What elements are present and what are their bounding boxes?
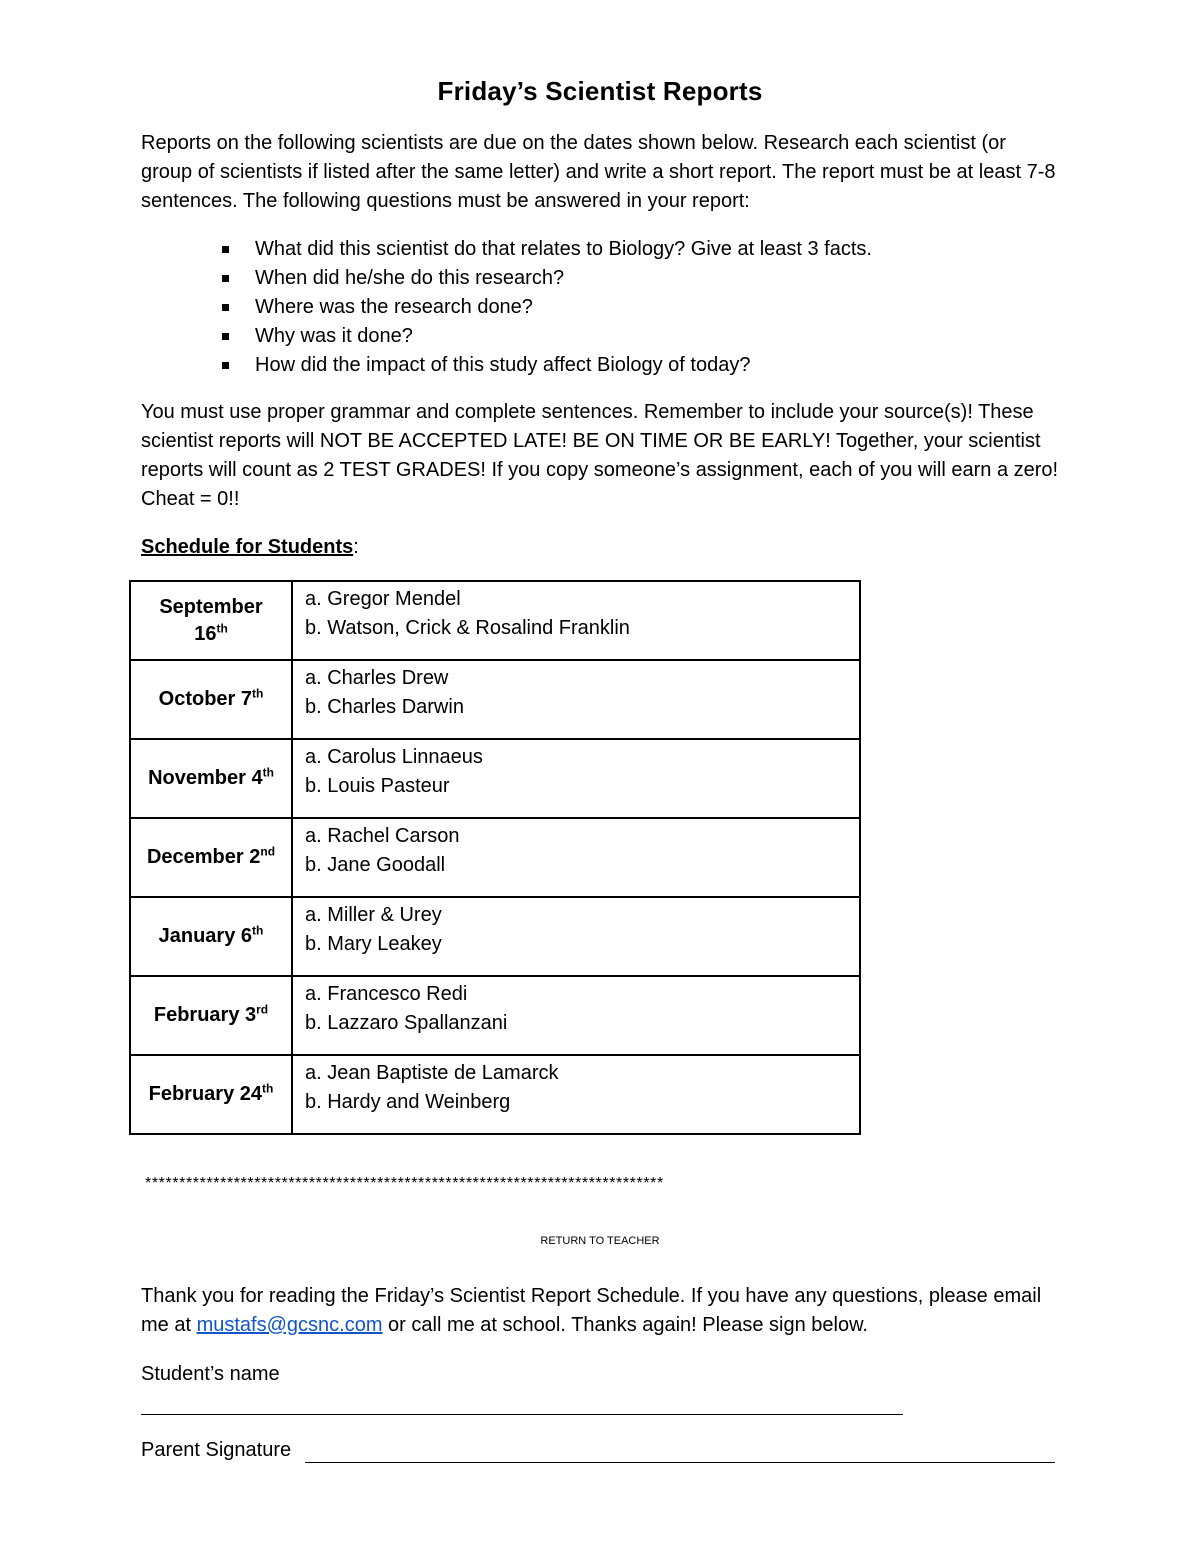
due-date: November 4th: [130, 739, 292, 818]
intro-paragraph: Reports on the following scientists are due on the dates shown below. Research each scientist (or group of scientists if listed after the same letter) and write a short report. The report must be at least 7-8 sentences. The following questions must be answered in your report:: [141, 132, 1056, 212]
return-label: RETURN TO TEACHER: [540, 1235, 660, 1247]
schedule-table: [129, 580, 861, 1135]
due-date: February 3rd: [130, 976, 292, 1055]
table-row: [130, 739, 860, 818]
table-row: [130, 897, 860, 976]
parent-signature-label: Parent Signature: [141, 1439, 292, 1461]
parent-signature-line[interactable]: [305, 1461, 1055, 1463]
due-date: October 7th: [130, 660, 292, 739]
schedule-heading: Schedule for Students:: [141, 536, 359, 558]
due-date: January 6th: [130, 897, 292, 976]
list-item: What did this scientist do that relates to Biology? Give at least 3 facts.: [218, 235, 1058, 264]
square-bullet-icon: [222, 275, 229, 282]
scientist-names: a. Jean Baptiste de Lamarck b. Hardy and Weinberg: [292, 1055, 860, 1134]
scientist-names: a. Charles Drew b. Charles Darwin: [292, 660, 860, 739]
thanks-paragraph: Thank you for reading the Friday’s Scientist Report Schedule. If you have any questions, please email me at mustafs@gcsnc.com or call me at school. Thanks again! Please sign below.: [141, 1285, 1042, 1336]
student-name-label: Student’s name: [141, 1363, 280, 1385]
table-row: [130, 818, 860, 897]
square-bullet-icon: [222, 304, 229, 311]
separator-line: ****************************************************************************: [145, 1175, 664, 1192]
due-date: December 2nd: [130, 818, 292, 897]
scientist-names: a. Carolus Linnaeus b. Louis Pasteur: [292, 739, 860, 818]
list-item: Where was the research done?: [218, 293, 1058, 322]
list-item: Why was it done?: [218, 322, 1058, 351]
list-item: When did he/she do this research?: [218, 264, 1058, 293]
scientist-names: a. Gregor Mendel b. Watson, Crick & Rosalind Franklin: [292, 581, 860, 660]
square-bullet-icon: [222, 362, 229, 369]
square-bullet-icon: [222, 333, 229, 340]
email-link[interactable]: mustafs@gcsnc.com: [196, 1314, 383, 1336]
table-row: [130, 1055, 860, 1134]
table-row: [130, 581, 860, 660]
rules-paragraph: You must use proper grammar and complete sentences. Remember to include your source(s)! These scientist reports will NOT BE ACCEPTED LATE! BE ON TIME OR BE EARLY! Together, your scientist reports will count as 2 TEST GRADES! If you copy someone’s assignment, each of you will earn a zero! Cheat = 0!!: [141, 401, 1059, 510]
scientist-names: a. Rachel Carson b. Jane Goodall: [292, 818, 860, 897]
scientist-names: a. Francesco Redi b. Lazzaro Spallanzani: [292, 976, 860, 1055]
list-item: How did the impact of this study affect Biology of today?: [218, 351, 1058, 380]
student-name-line[interactable]: [141, 1413, 903, 1415]
table-row: [130, 660, 860, 739]
due-date: September 16th: [130, 581, 292, 660]
scientist-names: a. Miller & Urey b. Mary Leakey: [292, 897, 860, 976]
page-title: Friday’s Scientist Reports: [437, 76, 763, 106]
question-list: [218, 235, 1058, 380]
due-date: February 24th: [130, 1055, 292, 1134]
table-row: [130, 976, 860, 1055]
square-bullet-icon: [222, 246, 229, 253]
